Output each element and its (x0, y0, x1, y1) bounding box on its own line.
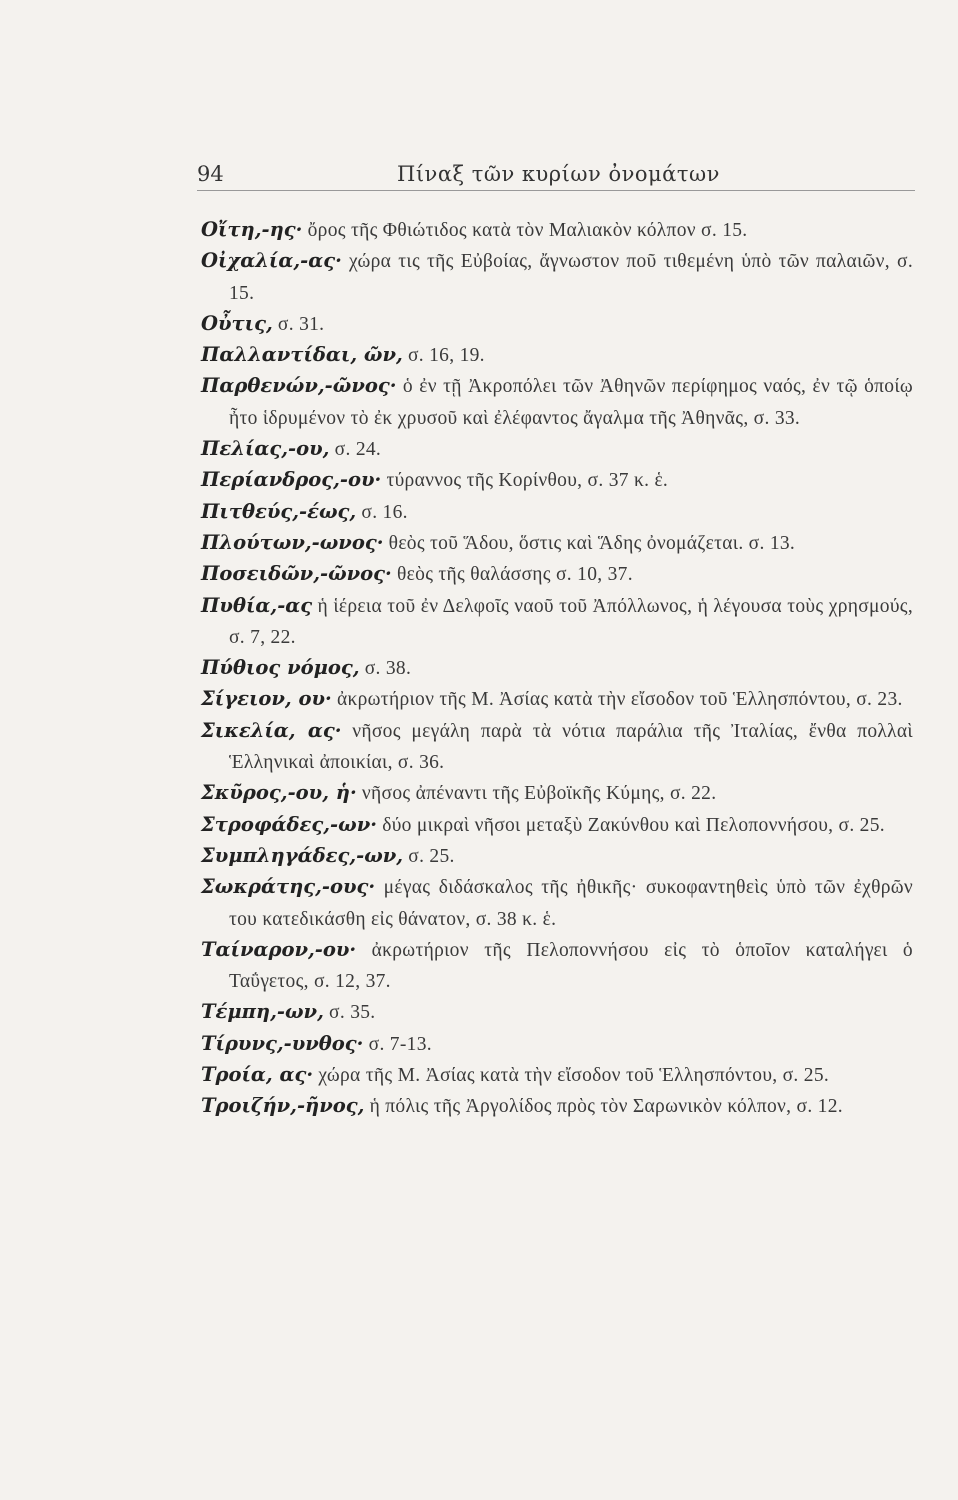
entry-headword: Τροία, ας· (201, 1063, 314, 1087)
entry-headword: Οὖτις, (201, 311, 273, 335)
entry-headword: Παλλαντίδαι, ῶν, (201, 343, 403, 367)
index-entry (201, 653, 913, 684)
index-entry (201, 1029, 913, 1060)
index-entry (201, 778, 913, 809)
entry-text: σ. 25. (403, 845, 455, 867)
entry-headword: Τίρυνς,-υνθος· (201, 1031, 364, 1055)
entry-text: χώρα τῆς Μ. Ἀσίας κατὰ τὴν εἴσοδον τοῦ Ἑλλησπόντου, σ. 25. (313, 1065, 830, 1087)
entry-text: ἡ ἱέρεια τοῦ ἐν Δελφοῖς ναοῦ τοῦ Ἀπόλλωνος, ἡ λέγουσα τοὺς χρησμούς, σ. 7, 22. (229, 595, 913, 648)
entry-text: δύο μικραὶ νῆσοι μεταξὺ Ζακύνθου καὶ Πελοποννήσου, σ. 25. (377, 814, 885, 836)
entry-headword: Στροφάδες,-ων· (201, 812, 378, 836)
index-entry (201, 371, 913, 434)
entry-headword: Σκῦρος,-ου, ἡ· (201, 781, 357, 805)
index-entry (201, 465, 913, 496)
entry-text: ὁ ἐν τῇ Ἀκροπόλει τῶν Ἀθηνῶν περίφημος ναός, ἐν τῷ ὁποίῳ ἦτο ἱδρυμένον τὸ ἐκ χρυσοῦ καὶ ἐλέφαντος ἄγαλμα τῆς Ἀθηνᾶς, σ. 33. (229, 376, 913, 429)
entry-headword: Πύθιος νόμος, (201, 656, 360, 680)
entry-headword: Σίγειον, ου· (201, 687, 332, 711)
page-number: 94 (197, 162, 224, 186)
entry-headword: Πυθία,-ας (201, 593, 313, 617)
entry-headword: Ταίναρον,-ου· (201, 937, 357, 961)
page-header (197, 156, 915, 191)
index-entry (201, 935, 913, 998)
index-entry (201, 246, 913, 309)
running-title: Πίναξ τῶν κυρίων ὀνομάτων (397, 162, 720, 186)
entry-text: τύραννος τῆς Κορίνθου, σ. 37 κ. ἑ. (381, 470, 669, 492)
entry-headword: Συμπληγάδες,-ων, (201, 843, 404, 867)
entry-text: ἀκρωτήριον τῆς Μ. Ἀσίας κατὰ τὴν εἴσοδον τοῦ Ἑλλησπόντου, σ. 23. (331, 689, 903, 711)
entry-text: σ. 7-13. (363, 1033, 432, 1055)
index-entry (201, 215, 913, 246)
entry-text: ἡ πόλις τῆς Ἀργολίδος πρὸς τὸν Σαρωνικὸν κόλπον, σ. 12. (364, 1096, 843, 1118)
index-entry (201, 872, 913, 935)
entry-text: σ. 16, 19. (402, 345, 485, 367)
entry-text: ὄρος τῆς Φθιώτιδος κατὰ τὸν Μαλιακὸν κόλπον σ. 15. (302, 220, 748, 241)
index-entry (201, 716, 913, 779)
index-entry (201, 810, 913, 841)
index-entry (201, 309, 913, 340)
entry-text: νῆσος μεγάλη παρὰ τὰ νότια παράλια τῆς Ἰταλίας, ἔνθα πολλαὶ Ἑλληνικαὶ ἀποικίαι, σ. 36. (229, 720, 913, 774)
entry-text: θεὸς τῆς θαλάσσης σ. 10, 37. (391, 564, 633, 586)
entry-headword: Πιτθεύς,-έως, (201, 499, 357, 523)
index-entry (201, 1060, 913, 1091)
entry-headword: Πελίας,-ου, (201, 437, 330, 461)
index-entry (201, 1091, 913, 1122)
entry-text: σ. 31. (272, 313, 325, 335)
entry-text: μέγας διδάσκαλος τῆς ἠθικῆς· συκοφαντηθεὶς ὑπὸ τῶν ἐχθρῶν του κατεδικάσθη εἰς θάνατον, σ. 38 κ. ἑ. (229, 877, 913, 930)
entry-text: σ. 24. (329, 439, 382, 461)
entry-text: ἀκρωτήριον τῆς Πελοποννήσου εἰς τὸ ὁποῖον καταλήγει ὁ Ταΰγετος, σ. 12, 37. (229, 939, 913, 993)
index-entry (201, 684, 913, 715)
entry-headword: Τροιζήν,-ῆνος, (201, 1094, 365, 1118)
entry-text: σ. 38. (359, 658, 412, 680)
entry-headword: Πλούτων,-ωνος· (201, 530, 384, 554)
entry-headword: Τέμπη,-ων, (201, 1000, 324, 1024)
index-entry (201, 559, 913, 590)
entry-text: νῆσος ἀπέναντι τῆς Εὐβοϊκῆς Κύμης, σ. 22. (356, 783, 717, 805)
entry-headword: Ποσειδῶν,-ῶνος· (201, 562, 392, 586)
entry-headword: Οἴτη,-ης· (201, 218, 303, 241)
index-entry (201, 591, 913, 654)
entry-headword: Περίανδρος,-ου· (201, 468, 382, 492)
index-entry (201, 997, 913, 1028)
entry-text: χώρα τις τῆς Εὐβοίας, ἄγνωστον ποῦ τιθεμένη ὑπὸ τῶν παλαιῶν, σ. 15. (229, 251, 913, 304)
index-entries (201, 215, 913, 1123)
entry-headword: Οἰχαλία,-ας· (201, 249, 342, 273)
entry-text: σ. 16. (356, 501, 408, 523)
entry-headword: Σωκράτης,-ους· (201, 875, 376, 899)
index-entry (201, 434, 913, 465)
index-entry (201, 528, 913, 559)
entry-headword: Σικελία, ας· (201, 718, 342, 742)
entry-headword: Παρθενών,-ῶνος· (201, 374, 397, 398)
index-entry (201, 340, 913, 371)
entry-text: θεὸς τοῦ Ἅδου, ὅστις καὶ Ἅδης ὀνομάζεται. σ. 13. (383, 532, 796, 554)
entry-text: σ. 35. (323, 1002, 376, 1024)
index-entry (201, 497, 913, 528)
index-entry (201, 841, 913, 872)
